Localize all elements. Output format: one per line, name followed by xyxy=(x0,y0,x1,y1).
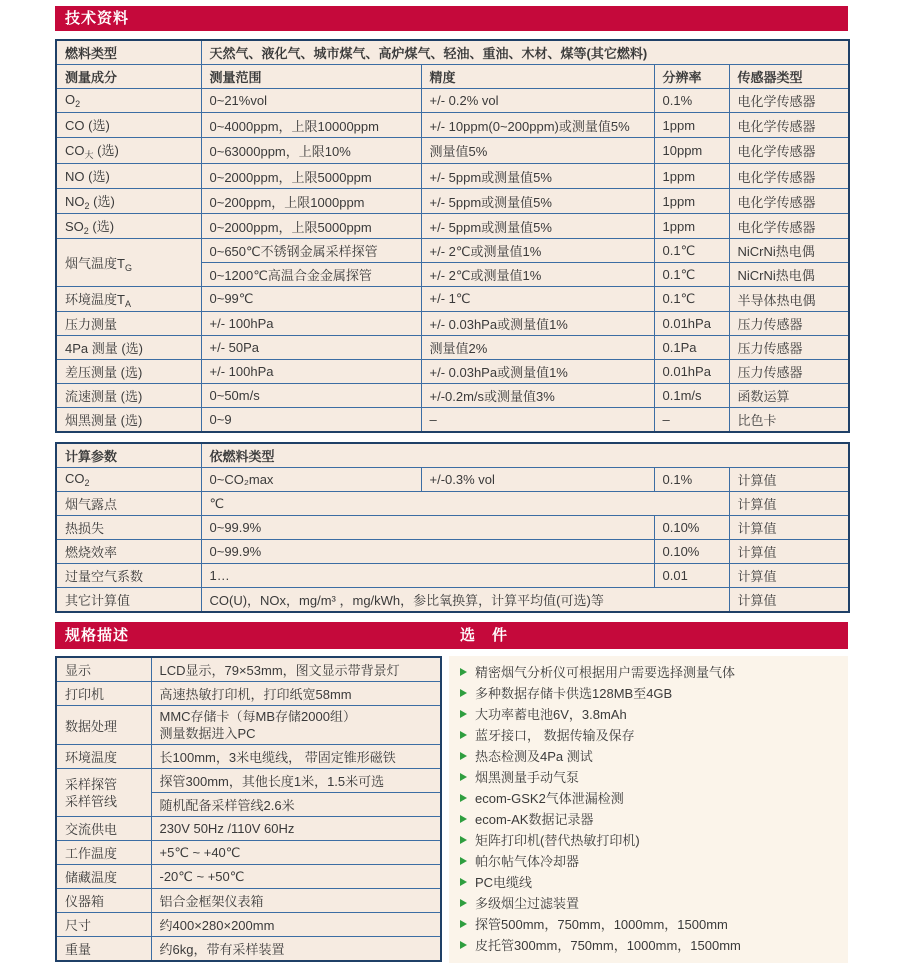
component-cell: 流速测量 (选) xyxy=(56,384,201,408)
table-row xyxy=(56,408,849,433)
option-text: 探管500mm，750mm，1000mm，1500mm xyxy=(475,917,728,932)
range-cell: 0~21%vol xyxy=(201,89,421,113)
arrow-bullet-icon xyxy=(460,668,467,676)
header-sensor: 传感器类型 xyxy=(729,65,849,89)
resolution-cell: 0.1Pa xyxy=(654,336,729,360)
sensor-cell: 半导体热电偶 xyxy=(729,287,849,312)
list-item xyxy=(457,871,848,892)
component-cell: NO (选) xyxy=(56,164,201,189)
sensor-cell: 电化学传感器 xyxy=(729,138,849,164)
precision-cell: +/- 1℃ xyxy=(421,287,654,312)
sensor-cell: 压力传感器 xyxy=(729,360,849,384)
range-cell: 0~99℃ xyxy=(201,287,421,312)
range-cell: 0~50m/s xyxy=(201,384,421,408)
spec-value-line: 测量数据进入PC xyxy=(159,726,256,741)
list-item xyxy=(457,850,848,871)
component-cell: 过量空气系数 xyxy=(56,564,201,588)
option-text: PC电缆线 xyxy=(475,875,533,890)
resolution-cell: 0.01hPa xyxy=(654,312,729,336)
resolution-cell: 1ppm xyxy=(654,214,729,239)
arrow-bullet-icon xyxy=(460,857,467,865)
component-cell: CO (选) xyxy=(56,113,201,138)
content-column xyxy=(55,6,848,963)
sensor-cell: 比色卡 xyxy=(729,408,849,433)
precision-cell: +/- 5ppm或测量值5% xyxy=(421,189,654,214)
table-row xyxy=(56,113,849,138)
table-row xyxy=(56,745,441,769)
spec-label: 打印机 xyxy=(56,682,151,706)
arrow-bullet-icon xyxy=(460,920,467,928)
option-text: 精密烟气分析仪可根据用户需要选择测量气体 xyxy=(475,665,736,680)
sensor-cell: 电化学传感器 xyxy=(729,164,849,189)
spec-label: 显示 xyxy=(56,657,151,682)
range-cell: 0~99.9% xyxy=(201,540,654,564)
spec-label: 工作温度 xyxy=(56,841,151,865)
list-item xyxy=(457,661,848,682)
spec-value: 约400×280×200mm xyxy=(151,913,441,937)
table-row xyxy=(56,516,849,540)
list-item xyxy=(457,829,848,850)
header-component: 测量成分 xyxy=(56,65,201,89)
precision-cell: 测量值5% xyxy=(421,138,654,164)
table-row xyxy=(56,287,849,312)
range-cell: 0~1200℃高温合金金属探管 xyxy=(201,263,421,287)
fuel-row xyxy=(56,40,849,65)
table-row xyxy=(56,588,849,613)
component-cell: $O_2$ xyxy=(56,89,201,113)
spec-value: 高速热敏打印机，打印纸宽58mm xyxy=(151,682,441,706)
calc-header-label: 计算参数 xyxy=(56,443,201,468)
option-text: 多种数据存储卡供选128MB至4GB xyxy=(475,686,673,701)
page-title: 技术资料 xyxy=(55,6,848,31)
spec-value: 长100mm，3米电缆线， 带固定锥形磁铁 xyxy=(151,745,441,769)
value-cell: 计算值 xyxy=(729,516,849,540)
arrow-bullet-icon xyxy=(460,731,467,739)
resolution-cell: 1ppm xyxy=(654,113,729,138)
precision-cell: +/-0.2m/s或测量值3% xyxy=(421,384,654,408)
spec-value: 探管300mm，其他长度1米，1.5米可选 xyxy=(151,769,441,793)
table-row xyxy=(56,564,849,588)
option-text: 大功率蓄电池6V，3.8mAh xyxy=(475,707,627,722)
range-cell: 0~CO₂max xyxy=(201,468,421,492)
list-item xyxy=(457,913,848,934)
range-cell: 0~99.9% xyxy=(201,516,654,540)
resolution-cell: 0.10% xyxy=(654,540,729,564)
table-row xyxy=(56,492,849,516)
component-cell: $SO_2$ (选) xyxy=(56,214,201,239)
table-row xyxy=(56,913,441,937)
value-cell: 计算值 xyxy=(729,588,849,613)
resolution-cell: 0.1℃ xyxy=(654,287,729,312)
precision-cell: +/- 5ppm或测量值5% xyxy=(421,164,654,189)
range-cell: +/- 100hPa xyxy=(201,312,421,336)
table-row xyxy=(56,540,849,564)
arrow-bullet-icon xyxy=(460,836,467,844)
fuel-value: 天然气、液化气、城市煤气、高炉煤气、轻油、重油、木材、煤等(其它燃料) xyxy=(201,40,849,65)
sensor-cell: 电化学传感器 xyxy=(729,214,849,239)
table-row xyxy=(56,817,441,841)
list-item xyxy=(457,745,848,766)
spec-label: 交流供电 xyxy=(56,817,151,841)
table-row xyxy=(56,89,849,113)
table-row xyxy=(56,164,849,189)
table-row xyxy=(56,889,441,913)
option-text: 帕尔帖气体冷却器 xyxy=(475,854,580,869)
range-cell: 0~9 xyxy=(201,408,421,433)
component-cell: 差压测量 (选) xyxy=(56,360,201,384)
spec-value: 230V 50Hz /110V 60Hz xyxy=(151,817,441,841)
table-row xyxy=(56,384,849,408)
arrow-bullet-icon xyxy=(460,710,467,718)
resolution-cell: – xyxy=(654,408,729,433)
spec-label: 储藏温度 xyxy=(56,865,151,889)
option-text: ecom-AK数据记录器 xyxy=(475,812,594,827)
spec-label: 重量 xyxy=(56,937,151,962)
table-row xyxy=(56,138,849,164)
precision-cell: +/- 0.03hPa或测量值1% xyxy=(421,360,654,384)
table-row xyxy=(56,865,441,889)
list-item xyxy=(457,808,848,829)
precision-cell: +/- 10ppm(0~200ppm)或测量值5% xyxy=(421,113,654,138)
resolution-cell: 0.01hPa xyxy=(654,360,729,384)
table-row xyxy=(56,682,441,706)
list-item xyxy=(457,703,848,724)
precision-cell: 测量值2% xyxy=(421,336,654,360)
bottom-section-titlebar xyxy=(55,622,848,649)
option-text: 多级烟尘过滤装置 xyxy=(475,896,580,911)
component-cell: 其它计算值 xyxy=(56,588,201,613)
precision-cell: +/- 2℃或测量值1% xyxy=(421,239,654,263)
resolution-cell: 0.1% xyxy=(654,89,729,113)
arrow-bullet-icon xyxy=(460,941,467,949)
option-text: 矩阵打印机(替代热敏打印机) xyxy=(475,833,640,848)
spec-value: -20℃ ~ +50℃ xyxy=(151,865,441,889)
spec-value xyxy=(151,706,441,745)
resolution-cell: 0.10% xyxy=(654,516,729,540)
component-cell: 烟黑测量 (选) xyxy=(56,408,201,433)
sensor-cell: 电化学传感器 xyxy=(729,89,849,113)
specs-section-title: 规格描述 xyxy=(65,627,130,644)
calc-header-row xyxy=(56,443,849,468)
arrow-bullet-icon xyxy=(460,773,467,781)
resolution-cell: 0.1℃ xyxy=(654,263,729,287)
range-cell: +/- 100hPa xyxy=(201,360,421,384)
precision-cell: +/- 0.2% vol xyxy=(421,89,654,113)
spec-value: +5℃ ~ +40℃ xyxy=(151,841,441,865)
calc-header-value: 依燃料类型 xyxy=(201,443,849,468)
option-text: 皮托管300mm，750mm，1000mm，1500mm xyxy=(475,938,741,953)
header-range: 测量范围 xyxy=(201,65,421,89)
table-row xyxy=(56,468,849,492)
value-cell: 计算值 xyxy=(729,564,849,588)
component-cell: 烟气温度$T_G$ xyxy=(56,239,201,287)
sensor-cell: 压力传感器 xyxy=(729,312,849,336)
options-section-title: 选 件 xyxy=(460,627,509,644)
spec-value: 铝合金框架仪表箱 xyxy=(151,889,441,913)
table-row xyxy=(56,360,849,384)
table-row xyxy=(56,769,441,793)
resolution-cell: 0.1% xyxy=(654,468,729,492)
component-cell: 4Pa 测量 (选) xyxy=(56,336,201,360)
list-item xyxy=(457,934,848,955)
table-row xyxy=(56,937,441,962)
table-row xyxy=(56,189,849,214)
sensor-cell: 电化学传感器 xyxy=(729,113,849,138)
sensor-cell: NiCrNi热电偶 xyxy=(729,239,849,263)
list-item xyxy=(457,682,848,703)
precision-cell: +/-0.3% vol xyxy=(421,468,654,492)
arrow-bullet-icon xyxy=(460,815,467,823)
table-row xyxy=(56,336,849,360)
precision-cell: +/- 0.03hPa或测量值1% xyxy=(421,312,654,336)
range-cell: 0~4000ppm，上限10000ppm xyxy=(201,113,421,138)
value-cell: 计算值 xyxy=(729,492,849,516)
options-list xyxy=(449,656,848,963)
range-cell: 0~63000ppm，上限10% xyxy=(201,138,421,164)
resolution-cell: 0.01 xyxy=(654,564,729,588)
range-cell: +/- 50Pa xyxy=(201,336,421,360)
component-cell: $CO_2$ xyxy=(56,468,201,492)
measure-header-row xyxy=(56,65,849,89)
table-row xyxy=(56,239,849,263)
table-row xyxy=(56,706,441,745)
range-cell: 0~200ppm，上限1000ppm xyxy=(201,189,421,214)
table-row xyxy=(56,657,441,682)
header-resolution: 分辨率 xyxy=(654,65,729,89)
table-row xyxy=(56,214,849,239)
range-cell: ℃ xyxy=(201,492,729,516)
spec-label: 环境温度 xyxy=(56,745,151,769)
resolution-cell: 1ppm xyxy=(654,164,729,189)
range-cell: 0~2000ppm，上限5000ppm xyxy=(201,164,421,189)
option-text: 烟黑测量手动气泵 xyxy=(475,770,580,785)
sensor-cell: 电化学传感器 xyxy=(729,189,849,214)
component-cell: 环境温度$T_A$ xyxy=(56,287,201,312)
header-precision: 精度 xyxy=(421,65,654,89)
range-cell: 0~650℃不锈钢金属采样探管 xyxy=(201,239,421,263)
spec-value: LCD显示，79×53mm，图文显示带背景灯 xyxy=(151,657,441,682)
list-item xyxy=(457,766,848,787)
bottom-section xyxy=(55,656,848,963)
resolution-cell: 0.1m/s xyxy=(654,384,729,408)
spec-value: 约6kg，带有采样装置 xyxy=(151,937,441,962)
table-row xyxy=(56,312,849,336)
specifications-table xyxy=(55,656,442,962)
option-text: 蓝牙接口， 数据传输及保存 xyxy=(475,728,635,743)
precision-cell: +/- 5ppm或测量值5% xyxy=(421,214,654,239)
calculated-parameters-table xyxy=(55,442,850,613)
spec-label xyxy=(56,769,151,817)
arrow-bullet-icon xyxy=(460,752,467,760)
sensor-cell: NiCrNi热电偶 xyxy=(729,263,849,287)
value-cell: 计算值 xyxy=(729,540,849,564)
precision-cell: – xyxy=(421,408,654,433)
arrow-bullet-icon xyxy=(460,899,467,907)
component-cell: 烟气露点 xyxy=(56,492,201,516)
spec-label: 尺寸 xyxy=(56,913,151,937)
resolution-cell: 1ppm xyxy=(654,189,729,214)
component-cell: 热损失 xyxy=(56,516,201,540)
component-cell: 压力测量 xyxy=(56,312,201,336)
range-cell: CO(U)，NOx，mg/m³ ，mg/kWh，参比氧换算，计算平均值(可选)等 xyxy=(201,588,729,613)
spec-label-line: 采样探管 xyxy=(65,776,118,792)
component-cell: $NO_2$ (选) xyxy=(56,189,201,214)
spec-value-line: MMC存储卡（每MB存储2000组） xyxy=(159,709,356,724)
spec-label-line: 采样管线 xyxy=(65,793,118,809)
spec-label: 数据处理 xyxy=(56,706,151,745)
arrow-bullet-icon xyxy=(460,878,467,886)
resolution-cell: 0.1℃ xyxy=(654,239,729,263)
component-cell: $CO_大$ (选) xyxy=(56,138,201,164)
fuel-label: 燃料类型 xyxy=(56,40,201,65)
spec-label: 仪器箱 xyxy=(56,889,151,913)
resolution-cell: 10ppm xyxy=(654,138,729,164)
sensor-cell: 函数运算 xyxy=(729,384,849,408)
list-item xyxy=(457,724,848,745)
arrow-bullet-icon xyxy=(460,689,467,697)
option-text: 热态检测及4Pa 测试 xyxy=(475,749,593,764)
value-cell: 计算值 xyxy=(729,468,849,492)
component-cell: 燃烧效率 xyxy=(56,540,201,564)
spec-value: 随机配备采样管线2.6米 xyxy=(151,793,441,817)
precision-cell: +/- 2℃或测量值1% xyxy=(421,263,654,287)
list-item xyxy=(457,892,848,913)
measurement-table xyxy=(55,39,850,433)
table-row xyxy=(56,841,441,865)
arrow-bullet-icon xyxy=(460,794,467,802)
list-item xyxy=(457,787,848,808)
option-text: ecom-GSK2气体泄漏检测 xyxy=(475,791,624,806)
range-cell: 0~2000ppm，上限5000ppm xyxy=(201,214,421,239)
sensor-cell: 压力传感器 xyxy=(729,336,849,360)
range-cell: 1… xyxy=(201,564,654,588)
